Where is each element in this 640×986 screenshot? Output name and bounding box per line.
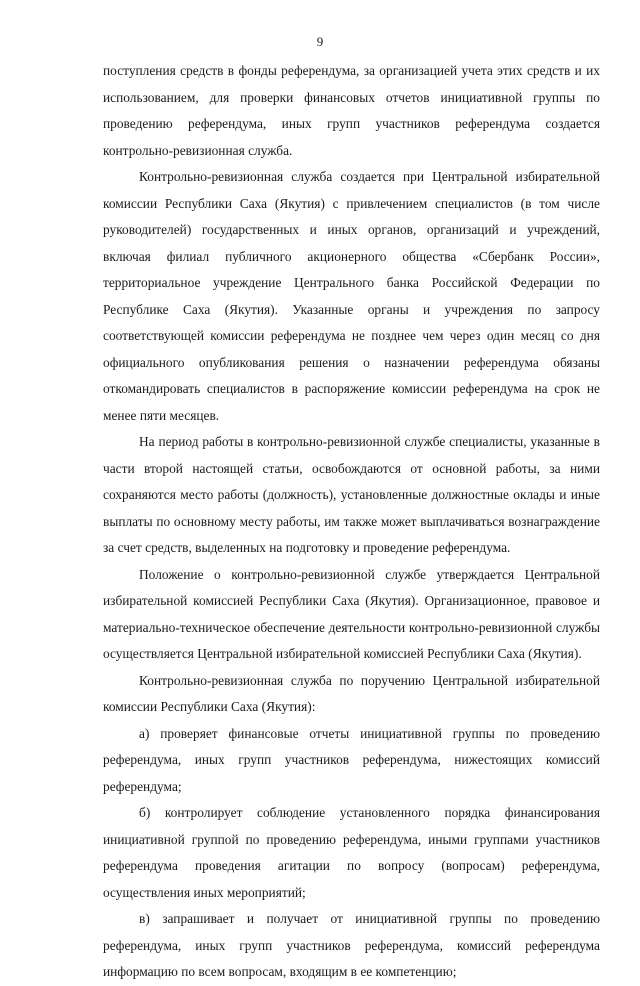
- list-item-c: в) запрашивает и получает от инициативной группы по проведению референдума, иных групп участников референдума, комиссий референдума информацию по всем вопросам, входящим в ее компетенцию;: [103, 911, 600, 979]
- document-body: [103, 58, 600, 986]
- list-item-b: б) контролирует соблюдение установленного порядка финансирования инициативной группой по проведению референдума, иными группами участников референдума проведения агитации по вопросу (вопросам) референдума, осуществления иных мероприятий;: [103, 805, 600, 900]
- paragraph-service-creation: Контрольно-ревизионная служба создается при Центральной избирательной комиссии Республики Саха (Якутия) с привлечением специалистов (в том числе руководителей) государственных и иных органов, организаций и учреждений, включая филиал публичного акционерного общества «Сбербанк России», территориальное учреждение Центрального банка Российской Федерации по Республике Саха (Якутия). Указанные органы и учреждения по запросу соответствующей комиссии референдума не позднее чем через один месяц со дня официального опубликования решения о назначении референдума обязаны откомандировать специалистов в распоряжение комиссии референдума на срок не менее пяти месяцев.: [103, 169, 600, 423]
- page-number: 9: [316, 34, 324, 49]
- paragraph-service-duties-intro: Контрольно-ревизионная служба по поручению Центральной избирательной комиссии Республики Саха (Якутия):: [103, 672, 600, 714]
- paragraph-continuation: поступления средств в фонды референдума, за организацией учета этих средств и их использованием, для проверки финансовых отчетов инициативной группы по проведению референдума, иных групп участников референдума создается контрольно-ревизионная служба.: [103, 63, 600, 158]
- paragraph-specialists-release: На период работы в контрольно-ревизионной службе специалисты, указанные в части второй настоящей статьи, освобождаются от основной работы, за ними сохраняются место работы (должность), установленные должностные оклады и иные выплаты по основному месту работы, им также может выплачиваться вознаграждение за счет средств, выделенных на подготовку и проведение референдума.: [103, 434, 600, 555]
- list-item-a: а) проверяет финансовые отчеты инициативной группы по проведению референдума, иных групп участников референдума, нижестоящих комиссий референдума;: [103, 725, 600, 794]
- paragraph-service-regulation: Положение о контрольно-ревизионной службе утверждается Центральной избирательной комиссией Республики Саха (Якутия). Организационное, правовое и материально-техническое обеспечение деятельности контрольно-ревизионной службы осуществляется Центральной избирательной комиссией Республики Саха (Якутия).: [103, 566, 600, 661]
